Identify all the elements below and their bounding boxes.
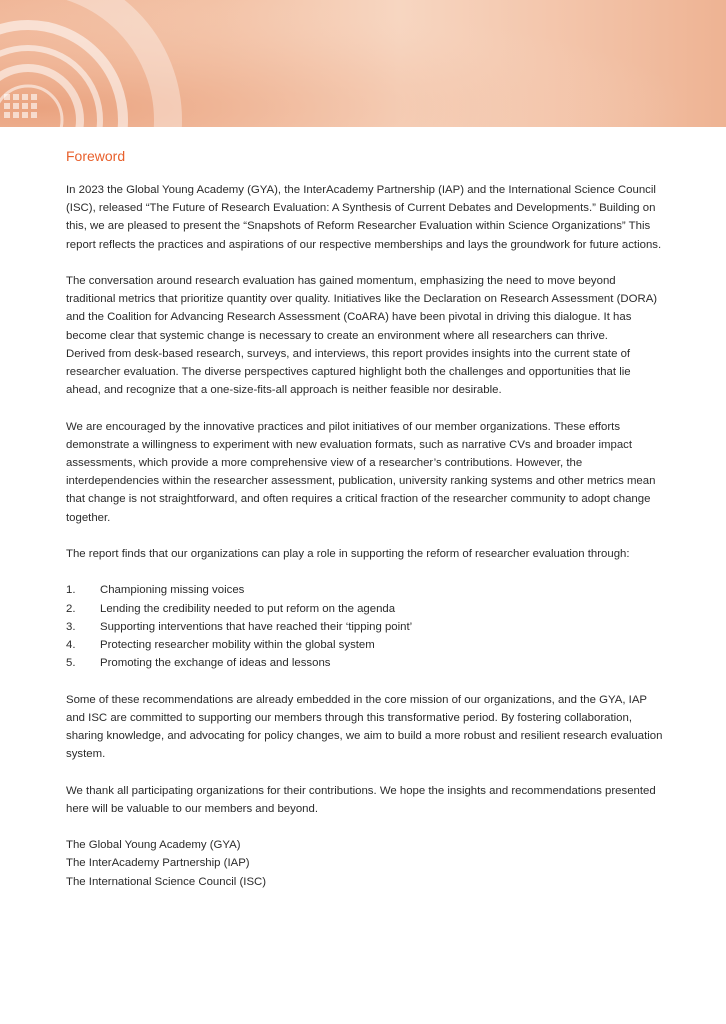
list-text: Lending the credibility needed to put reform on the agenda <box>100 602 396 615</box>
list-item <box>66 581 666 599</box>
foreword-body <box>66 146 666 891</box>
paragraph-findings: The report finds that our organizations can play a role in supporting the reform of researcher evaluation through: <box>66 548 630 561</box>
paragraph-encouraged: We are encouraged by the innovative practices and pilot initiatives of our member organizations. These efforts demonstrate a willingness to experiment with new evaluation formats, such as narrative CVs and broader impact assessments, which provide a more comprehensive view of a researcher’s contributions. However, the interdependencies within the researcher assessment, publication, university ranking systems and other metrics mean that change is not straightforward, and often requires a critical fraction of the researcher community to adopt change together. <box>66 420 656 524</box>
list-number: 2. <box>66 602 76 615</box>
list-number: 5. <box>66 657 76 670</box>
list-item <box>66 600 666 618</box>
list-text: Protecting researcher mobility within the global system <box>100 639 375 652</box>
list-item <box>66 654 666 672</box>
list-number: 1. <box>66 584 76 597</box>
decorative-arc-graphic <box>0 0 726 127</box>
list-item <box>66 636 666 654</box>
list-number: 4. <box>66 639 76 652</box>
list-text: Promoting the exchange of ideas and lessons <box>100 657 331 670</box>
recommendations-list <box>66 581 666 672</box>
list-text: Supporting interventions that have reached their ‘tipping point’ <box>100 620 413 633</box>
signatory-gya: The Global Young Academy (GYA) <box>66 839 241 852</box>
signatory-isc: The International Science Council (ISC) <box>66 875 267 888</box>
paragraph-momentum: The conversation around research evaluation has gained momentum, emphasizing the need to move beyond traditional metrics that prioritize quantity over quality. Initiatives like the Declaration on Research Assessment (DORA) and the Coalition for Advancing Research Assessment (CoARA) have been pivotal in driving this dialogue. It has become clear that systemic change is necessary to create an environment where all researchers can thrive. <box>66 275 658 342</box>
signatories <box>66 836 666 891</box>
list-number: 3. <box>66 620 76 633</box>
paragraph-intro: In 2023 the Global Young Academy (GYA), the InterAcademy Partnership (IAP) and the International Science Council (ISC), released “The Future of Research Evaluation: A Synthesis of Current Debates and Developments.” Building on this, we are pleased to present the “Snapshots of Reform Researcher Evaluation within Science Organizations” This report reflects the practices and aspirations of our respective memberships and lays the groundwork for future actions. <box>66 184 662 251</box>
signatory-iap: The InterAcademy Partnership (IAP) <box>66 857 250 870</box>
paragraph-thanks: We thank all participating organizations for their contributions. We hope the insights and recommendations presented here will be valuable to our members and beyond. <box>66 784 656 815</box>
page-title: Foreword <box>66 148 126 164</box>
header-banner <box>0 0 726 127</box>
paragraph-closing: Some of these recommendations are already embedded in the core mission of our organizations, and the GYA, IAP and ISC are committed to supporting our members through this transformative period. By fostering collaboration, sharing knowledge, and advocating for policy changes, we aim to build a more robust and resilient research evaluation system. <box>66 693 663 761</box>
list-item <box>66 618 666 636</box>
paragraph-derived: Derived from desk-based research, surveys, and interviews, this report provides insights into the current state of researcher evaluation. The diverse perspectives captured highlight both the challenges and opportunities that lie ahead, and recognize that a one-size-fits-all approach is neither feasible nor desirable. <box>66 347 631 397</box>
list-text: Championing missing voices <box>100 584 245 597</box>
